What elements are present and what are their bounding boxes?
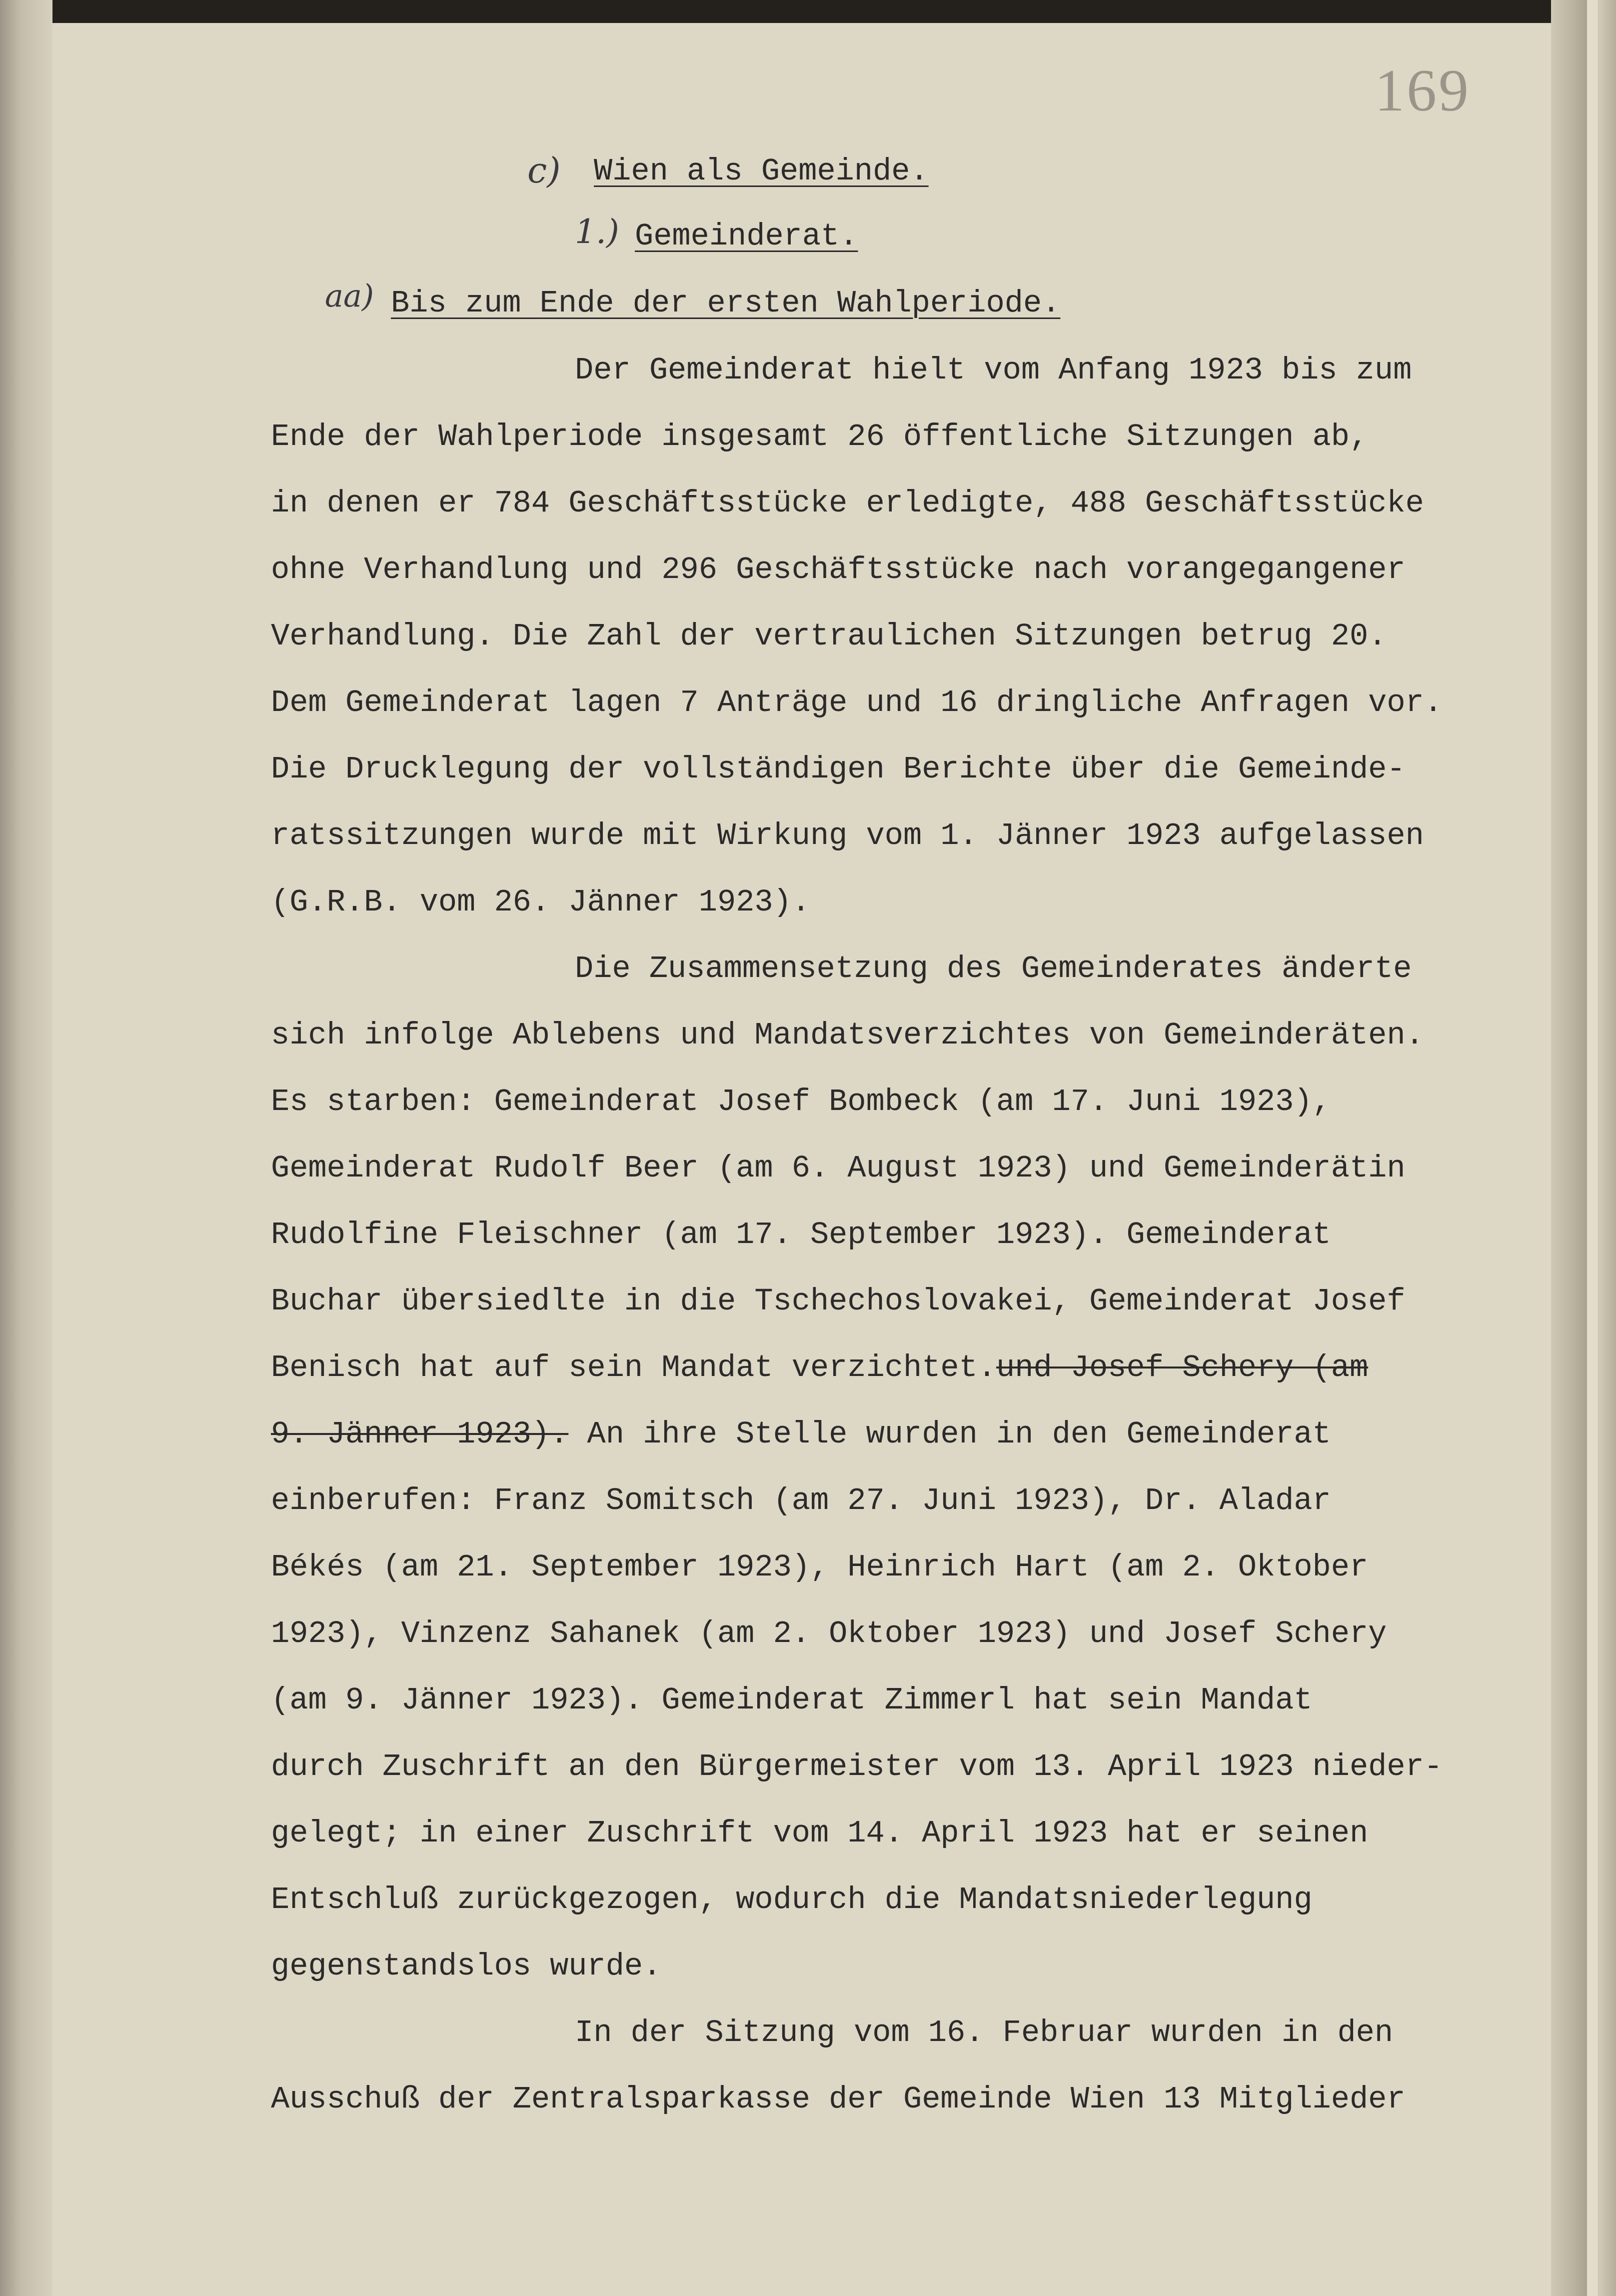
body-line: in denen er 784 Geschäftsstücke erledigte, 488 Geschäftsstücke bbox=[271, 486, 1424, 521]
page-stack-edge bbox=[1551, 0, 1616, 2296]
handwritten-mark-c: c) bbox=[527, 150, 561, 191]
body-line: ratssitzungen wurde mit Wirkung vom 1. Jänner 1923 aufgelassen bbox=[271, 818, 1424, 854]
body-line: Es starben: Gemeinderat Josef Bombeck (am 17. Juni 1923), bbox=[271, 1084, 1331, 1120]
body-line-with-deletion bbox=[271, 1352, 1368, 1384]
body-line: einberufen: Franz Somitsch (am 27. Juni 1923), Dr. Aladar bbox=[271, 1483, 1331, 1518]
body-line: Die Zusammensetzung des Gemeinderates änderte bbox=[575, 951, 1412, 986]
handwritten-mark-1: 1.) bbox=[575, 212, 619, 251]
body-line-with-deletion bbox=[271, 1416, 1331, 1452]
body-line: In der Sitzung vom 16. Februar wurden in den bbox=[575, 2015, 1394, 2050]
body-line: 1923), Vinzenz Sahanek (am 2. Oktober 1923) und Josef Schery bbox=[271, 1616, 1387, 1652]
body-line: Békés (am 21. September 1923), Heinrich Hart (am 2. Oktober bbox=[271, 1550, 1369, 1585]
body-line: gelegt; in einer Zuschrift vom 14. April 1923 hat er seinen bbox=[271, 1816, 1369, 1851]
page-binding bbox=[0, 0, 52, 2296]
heading-gemeinderat: Gemeinderat. bbox=[635, 218, 858, 254]
body-line: Ende der Wahlperiode insgesamt 26 öffentliche Sitzungen ab, bbox=[271, 419, 1369, 454]
body-line: (G.R.B. vom 26. Jänner 1923). bbox=[271, 884, 810, 920]
body-text: Benisch hat auf sein Mandat verzichtet. bbox=[271, 1350, 997, 1386]
body-line: ohne Verhandlung und 296 Geschäftsstücke nach vorangegangener bbox=[271, 552, 1406, 588]
body-line: (am 9. Jänner 1923). Gemeinderat Zimmerl hat sein Mandat bbox=[271, 1682, 1313, 1718]
scan-top-edge bbox=[0, 0, 1616, 23]
body-line: Buchar übersiedlte in die Tschechoslovakei, Gemeinderat Josef bbox=[271, 1284, 1406, 1319]
heading-wien-als-gemeinde: Wien als Gemeinde. bbox=[594, 154, 929, 189]
body-text: An ihre Stelle wurden in den Gemeinderat bbox=[568, 1416, 1331, 1452]
body-line: Die Drucklegung der vollständigen Berichte über die Gemeinde- bbox=[271, 752, 1406, 787]
heading-wahlperiode: Bis zum Ende der ersten Wahlperiode. bbox=[391, 286, 1061, 321]
struck-text: 9. Jänner 1923). bbox=[271, 1416, 569, 1452]
body-line: Der Gemeinderat hielt vom Anfang 1923 bis zum bbox=[575, 352, 1412, 388]
body-line: sich infolge Ablebens und Mandatsverzichtes von Gemeinderäten. bbox=[271, 1018, 1424, 1053]
body-line: durch Zuschrift an den Bürgermeister vom 13. April 1923 nieder- bbox=[271, 1749, 1443, 1784]
page-number: 169 bbox=[1375, 57, 1471, 124]
body-line: Dem Gemeinderat lagen 7 Anträge und 16 dringliche Anfragen vor. bbox=[271, 685, 1443, 720]
body-line: Ausschuß der Zentralsparkasse der Gemeinde Wien 13 Mitglieder bbox=[271, 2082, 1406, 2117]
body-line: Gemeinderat Rudolf Beer (am 6. August 1923) und Gemeinderätin bbox=[271, 1150, 1406, 1186]
struck-text: und Josef Schery (am bbox=[996, 1350, 1369, 1386]
body-line: gegenstandslos wurde. bbox=[271, 1948, 662, 1984]
body-line: Entschluß zurückgezogen, wodurch die Mandatsniederlegung bbox=[271, 1882, 1313, 1918]
body-line: Verhandlung. Die Zahl der vertraulichen Sitzungen betrug 20. bbox=[271, 618, 1387, 654]
body-line: Rudolfine Fleischner (am 17. September 1923). Gemeinderat bbox=[271, 1217, 1331, 1252]
handwritten-mark-aa: aa) bbox=[325, 278, 374, 314]
